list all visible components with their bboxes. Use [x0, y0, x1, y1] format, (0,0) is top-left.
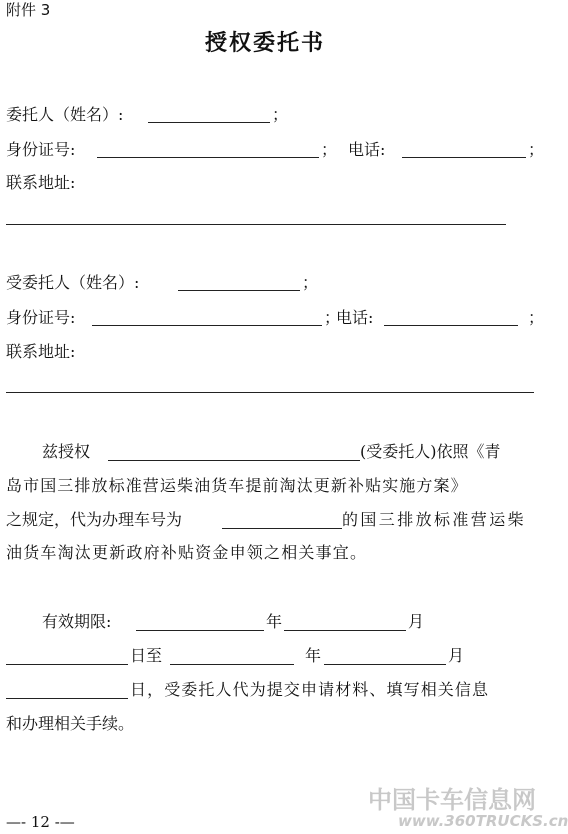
validity-year-text: 年	[266, 612, 283, 631]
agent-id-line	[92, 325, 322, 326]
validity-year2-line	[170, 664, 294, 665]
validity-day-to-text: 日至	[130, 646, 163, 665]
validity-line4: 和办理相关手续。	[6, 714, 135, 733]
validity-label: 有效期限:	[42, 612, 112, 631]
agent-name-line	[178, 290, 300, 291]
page-number: —- 12 -—	[6, 813, 75, 831]
validity-month2-line	[324, 664, 446, 665]
agent-name-label: 受委托人（姓名）:	[6, 273, 140, 292]
principal-phone-end: ；	[528, 140, 545, 159]
body-line2: 岛市国三排放标准营运柴油货车提前淘汰更新补贴实施方案》	[6, 476, 468, 495]
agent-id-label: 身份证号:	[6, 308, 76, 327]
agent-address-label: 联系地址:	[6, 342, 76, 361]
validity-day2-line	[6, 698, 128, 699]
principal-name-line	[148, 122, 270, 123]
body-line3-end: 的国三排放标准营运柴	[342, 510, 527, 529]
principal-phone-label: 电话:	[348, 140, 386, 159]
principal-id-end: ；	[321, 140, 338, 159]
grantor-blank-line	[108, 460, 360, 461]
watermark-site: 中国卡车信息网	[368, 786, 536, 814]
agent-id-end: ；	[324, 308, 341, 327]
principal-name-label: 委托人（姓名）:	[6, 105, 124, 124]
plate-number-blank-line	[222, 528, 342, 529]
agent-name-end: ；	[302, 273, 319, 292]
validity-year-line	[136, 630, 264, 631]
principal-address-line	[6, 224, 506, 225]
validity-line3-end: 日，受委托人代为提交申请材料、填写相关信息	[130, 680, 490, 699]
agent-phone-line	[384, 325, 518, 326]
validity-month-text: 月	[408, 612, 425, 631]
body-line3-start: 之规定，代为办理车号为	[6, 510, 183, 529]
annex-label: 附件 3	[6, 1, 51, 19]
agent-phone-label: 电话:	[336, 308, 374, 327]
body-line4: 油货车淘汰更新政府补贴资金申领之相关事宜。	[6, 543, 368, 562]
watermark-url: www.360TRUCKS.cn	[398, 812, 568, 830]
principal-name-end: ；	[272, 105, 289, 124]
agent-phone-end: ；	[528, 308, 545, 327]
principal-id-label: 身份证号:	[6, 140, 76, 159]
agent-address-line	[6, 392, 534, 393]
validity-year2-text: 年	[305, 646, 322, 665]
body-line1-start: 兹授权	[42, 442, 91, 461]
body-line1-end: (受委托人)依照《青	[360, 442, 501, 461]
principal-address-label: 联系地址:	[6, 173, 76, 192]
validity-month-line	[284, 630, 406, 631]
validity-month2-text: 月	[448, 646, 465, 665]
document-title: 授权委托书	[205, 30, 326, 56]
validity-day-line	[6, 664, 128, 665]
principal-id-line	[97, 157, 319, 158]
principal-phone-line	[402, 157, 526, 158]
